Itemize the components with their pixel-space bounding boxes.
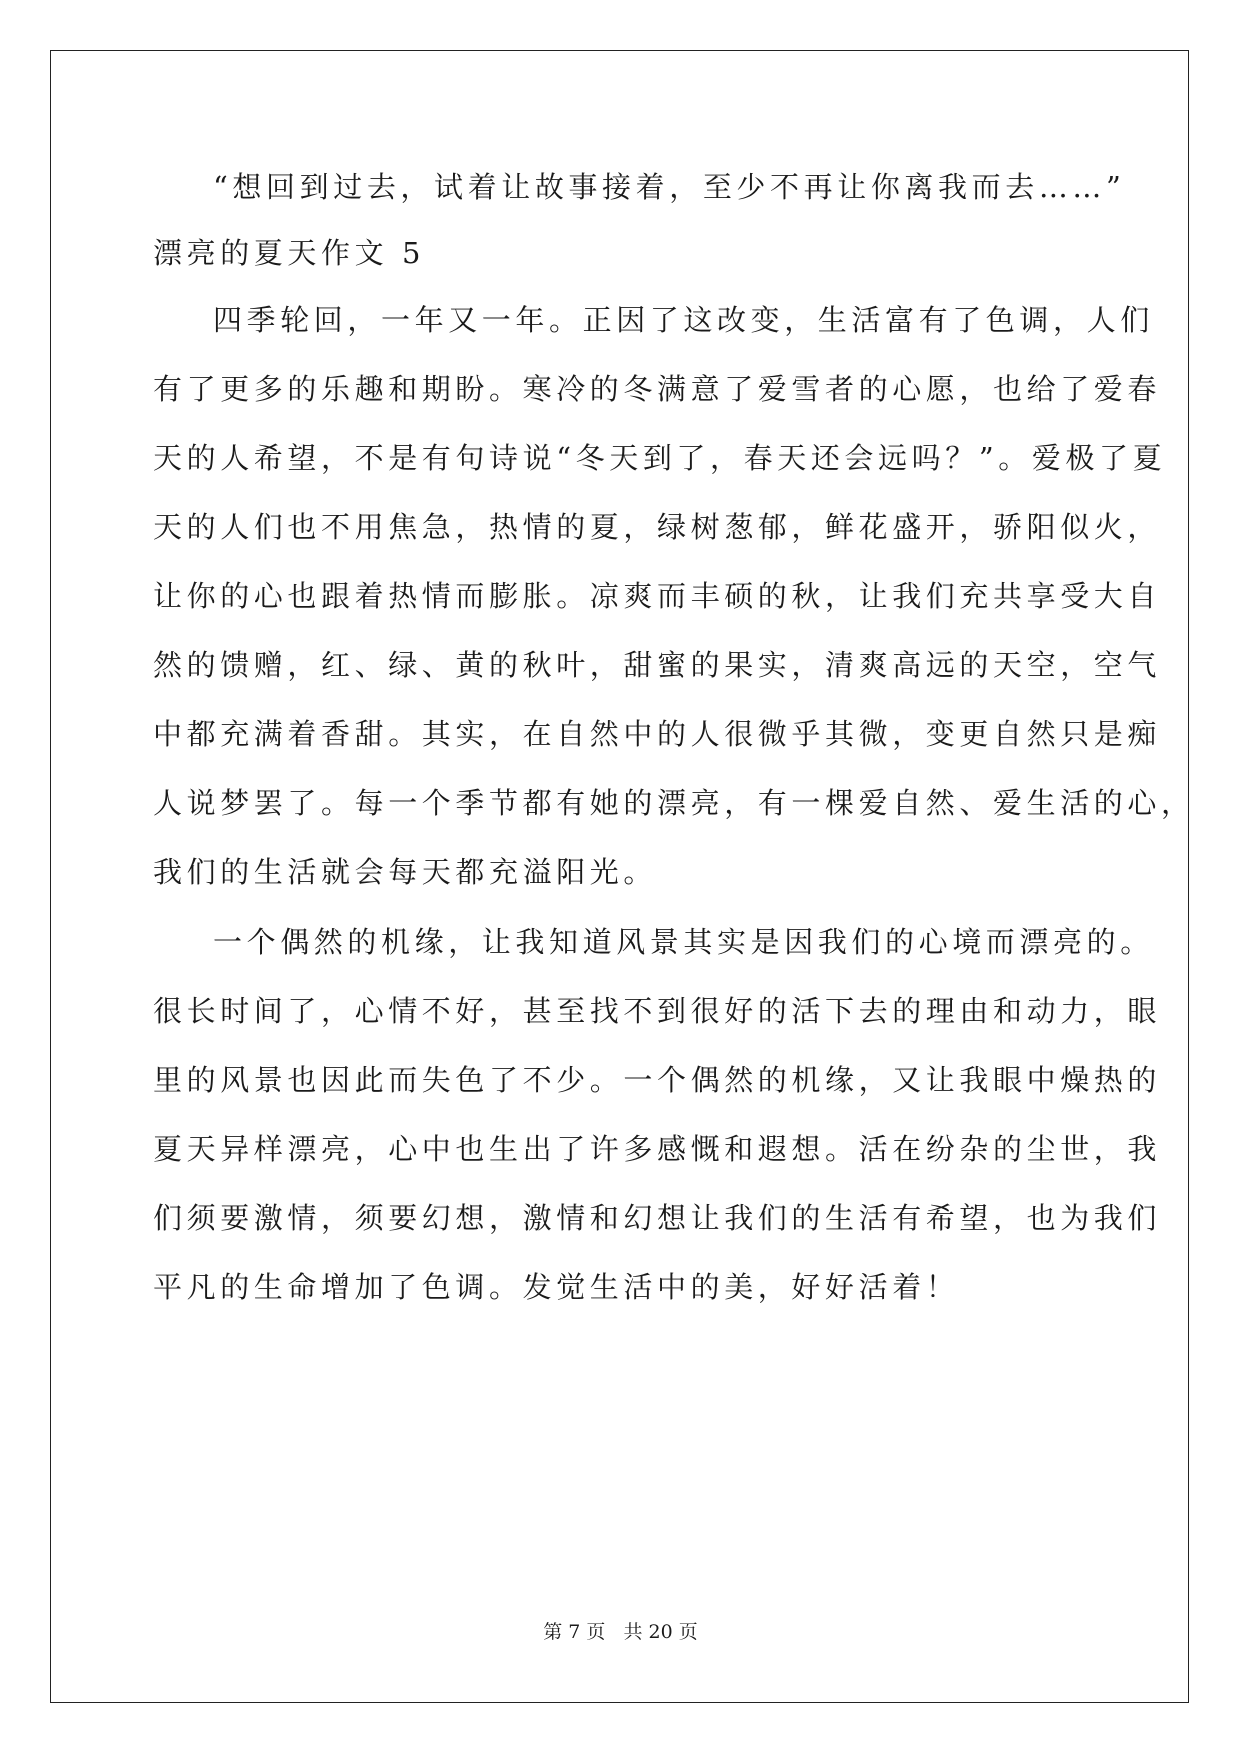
paragraph-line: 然的馈赠，红、绿、黄的秋叶，甜蜜的果实，清爽高远的天空，空气 — [153, 648, 1162, 682]
paragraph-line: 天的人希望，不是有句诗说“冬天到了，春天还会远吗？”。爱极了夏 — [153, 441, 1167, 475]
paragraph-line: 让你的心也跟着热情而膨胀。凉爽而丰硕的秋，让我们充共享受大自 — [153, 579, 1162, 613]
page-number-footer: 第 7 页 共 20 页 — [543, 1621, 698, 1643]
paragraph-line: 夏天异样漂亮，心中也生出了许多感慨和遐想。活在纷杂的尘世，我 — [153, 1132, 1162, 1166]
paragraph-line: 中都充满着香甜。其实，在自然中的人很微乎其微，变更自然只是痴 — [153, 717, 1162, 751]
paragraph-line: 我们的生活就会每天都充溢阳光。 — [153, 855, 658, 889]
paragraph-line: 一个偶然的机缘，让我知道风景其实是因我们的心境而漂亮的。 — [213, 925, 1154, 959]
paragraph-line: 天的人们也不用焦急，热情的夏，绿树葱郁，鲜花盛开，骄阳似火， — [153, 510, 1162, 544]
paragraph-line: 里的风景也因此而失色了不少。一个偶然的机缘，又让我眼中燥热的 — [153, 1063, 1162, 1097]
paragraph-line: 们须要激情，须要幻想，激情和幻想让我们的生活有希望，也为我们 — [153, 1201, 1162, 1235]
paragraph-line: 很长时间了，心情不好，甚至找不到很好的活下去的理由和动力，眼 — [153, 994, 1162, 1028]
paragraph-line: 有了更多的乐趣和期盼。寒冷的冬满意了爱雪者的心愿，也给了爱春 — [153, 372, 1162, 406]
paragraph-line: 人说梦罢了。每一个季节都有她的漂亮，有一棵爱自然、爱生活的心， — [153, 786, 1195, 820]
quote-line: “想回到过去，试着让故事接着，至少不再让你离我而去……” — [213, 170, 1126, 204]
paragraph-line: 四季轮回，一年又一年。正因了这改变，生活富有了色调，人们 — [213, 303, 1154, 337]
section-heading: 漂亮的夏天作文 5 — [153, 236, 426, 270]
paragraph-line: 平凡的生命增加了色调。发觉生活中的美，好好活着！ — [153, 1270, 960, 1304]
